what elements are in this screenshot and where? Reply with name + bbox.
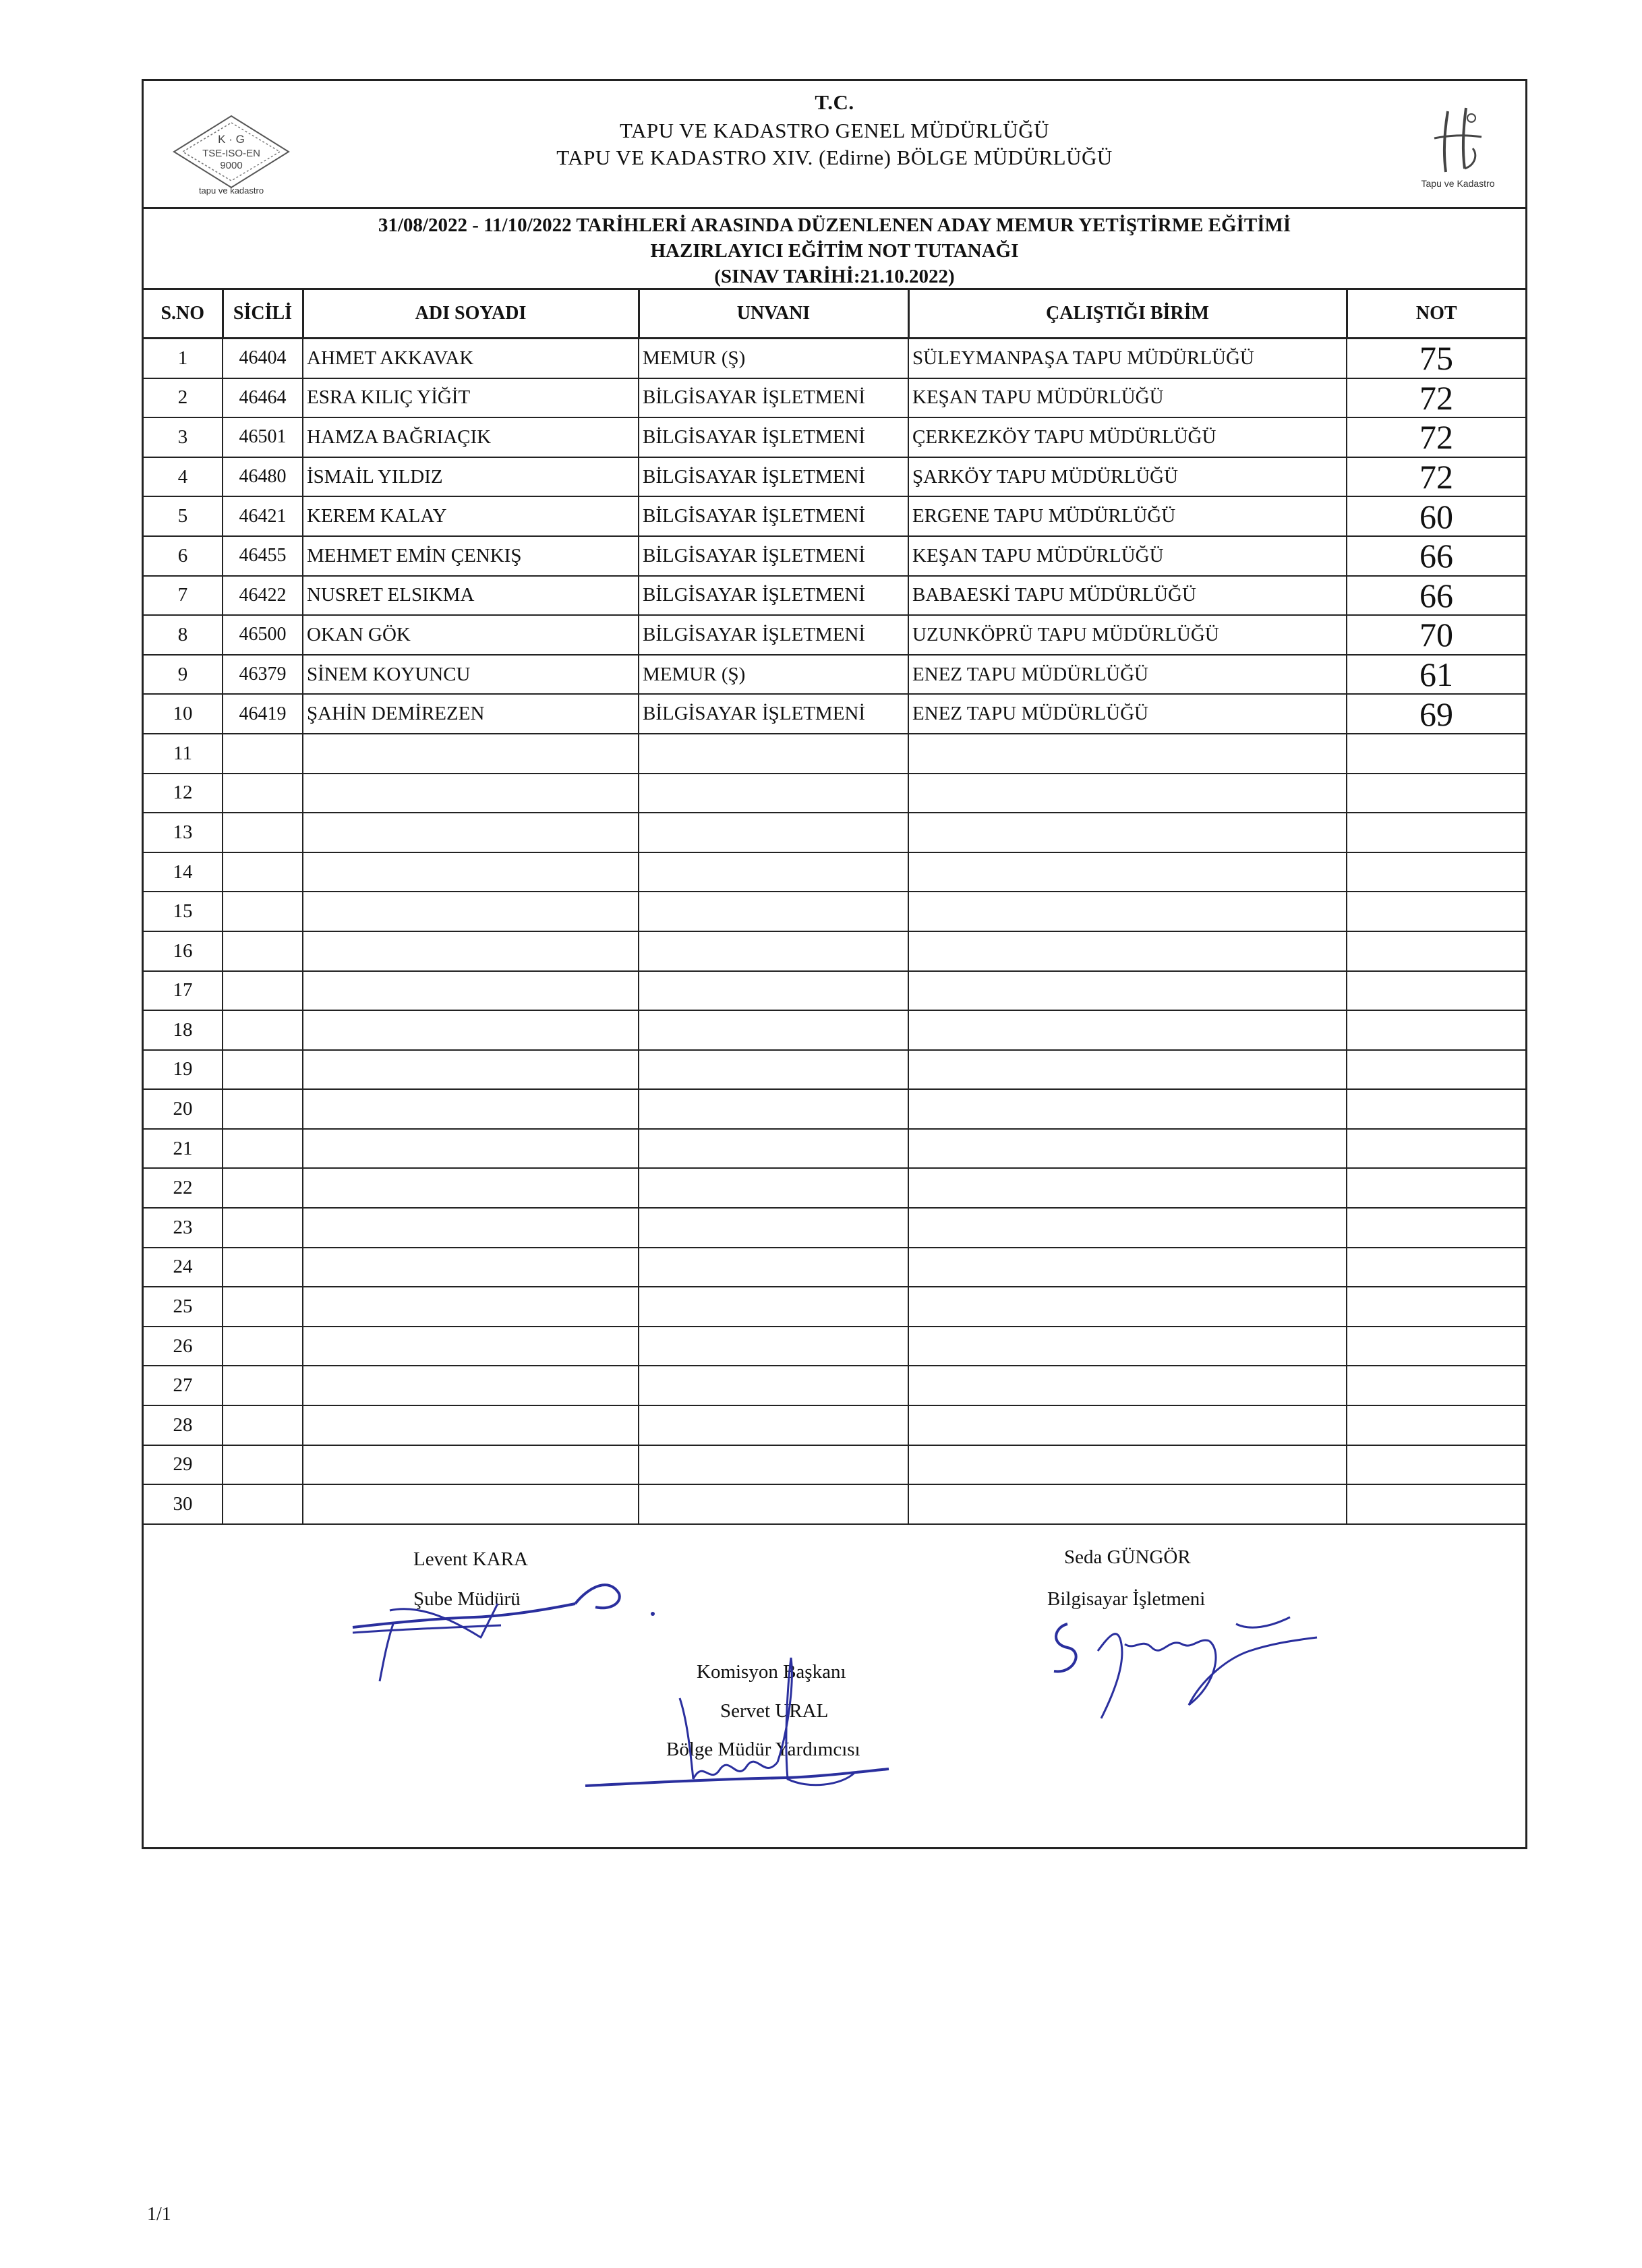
cell-sno: 12 [144,774,223,813]
cell-sicil: 46422 [223,576,303,616]
cell-title [639,813,908,852]
cell-name: ŞAHİN DEMİREZEN [303,694,639,734]
cell-grade [1347,971,1525,1011]
cell-grade [1347,1327,1525,1366]
cell-sicil [223,734,303,774]
cell-title [639,1050,908,1090]
logo-left-caption: tapu ve kadastro [198,185,264,196]
cell-title [639,734,908,774]
cell-unit [908,1010,1347,1050]
cell-name [303,1287,639,1327]
cell-sicil [223,931,303,971]
logo-left-text2: TSE-ISO-EN [202,148,260,159]
cell-unit [908,852,1347,892]
cell-sicil [223,1010,303,1050]
cell-unit [908,1366,1347,1405]
cell-unit [908,1445,1347,1485]
cell-sno: 4 [144,457,223,497]
cell-name: İSMAİL YILDIZ [303,457,639,497]
cell-sno: 2 [144,378,223,418]
cell-title: BİLGİSAYAR İŞLETMENİ [639,536,908,576]
cell-unit: KEŞAN TAPU MÜDÜRLÜĞÜ [908,536,1347,576]
cell-sno: 7 [144,576,223,616]
cell-unit [908,1168,1347,1208]
cell-title [639,1484,908,1524]
table-row [144,417,1525,457]
table-row [144,576,1525,616]
cell-name: MEHMET EMİN ÇENKIŞ [303,536,639,576]
cell-sno: 3 [144,417,223,457]
header-line-2: TAPU VE KADASTRO GENEL MÜDÜRLÜĞÜ [620,119,1049,142]
cell-sno: 28 [144,1405,223,1445]
cell-title [639,1405,908,1445]
cell-sno: 25 [144,1287,223,1327]
cell-sicil [223,1168,303,1208]
table-row [144,1248,1525,1287]
tkgm-logo [1411,98,1505,196]
cell-unit [908,971,1347,1011]
cell-unit: SÜLEYMANPAŞA TAPU MÜDÜRLÜĞÜ [908,339,1347,378]
cell-sno: 13 [144,813,223,852]
cell-unit [908,1208,1347,1248]
cell-sicil [223,1405,303,1445]
cell-sicil: 46480 [223,457,303,497]
cell-sno: 29 [144,1445,223,1485]
cell-sno: 23 [144,1208,223,1248]
header-line-1: T.C. [815,90,854,114]
table-row [144,378,1525,418]
cell-grade: 61 [1347,655,1525,695]
cell-grade [1347,813,1525,852]
cell-name: HAMZA BAĞRIAÇIK [303,417,639,457]
table-row [144,1484,1525,1524]
cell-grade [1347,1248,1525,1287]
page-number: 1/1 [147,2204,171,2225]
column-header-sno: S.NO [144,290,223,339]
table-row [144,813,1525,852]
cell-sno: 21 [144,1129,223,1169]
cell-sno: 26 [144,1327,223,1366]
cell-name [303,1010,639,1050]
table-row [144,1366,1525,1405]
cell-grade [1347,1050,1525,1090]
cell-name [303,1327,639,1366]
cell-name [303,1405,639,1445]
column-header-name: ADI SOYADI [303,290,639,339]
cell-title [639,1248,908,1287]
table-row [144,1287,1525,1327]
cell-title: BİLGİSAYAR İŞLETMENİ [639,378,908,418]
document-title [144,209,1525,290]
cell-name [303,1089,639,1129]
cell-unit [908,1405,1347,1445]
signature-area [144,1536,1525,1847]
cell-title [639,1366,908,1405]
cell-title [639,1010,908,1050]
cell-title [639,971,908,1011]
table-row [144,774,1525,813]
cell-unit [908,931,1347,971]
cell-sicil [223,1089,303,1129]
cell-unit: ENEZ TAPU MÜDÜRLÜĞÜ [908,694,1347,734]
cell-grade [1347,1168,1525,1208]
grades-table [144,290,1525,1525]
cell-title [639,1168,908,1208]
cell-sno: 16 [144,931,223,971]
cell-grade: 69 [1347,694,1525,734]
cell-sno: 22 [144,1168,223,1208]
table-row [144,931,1525,971]
cell-sno: 27 [144,1366,223,1405]
table-row [144,1050,1525,1090]
cell-sicil: 46419 [223,694,303,734]
cell-sno: 30 [144,1484,223,1524]
cell-grade [1347,1405,1525,1445]
table-row [144,1445,1525,1485]
cell-sno: 5 [144,496,223,536]
table-row [144,734,1525,774]
cell-sicil: 46379 [223,655,303,695]
title-line-1: 31/08/2022 - 11/10/2022 TARİHLERİ ARASINDA DÜZENLENEN ADAY MEMUR YETİŞTİRME EĞİTİMİ [378,214,1291,236]
cell-sicil [223,1287,303,1327]
cell-name [303,1366,639,1405]
table-row [144,655,1525,695]
cell-title: MEMUR (Ş) [639,339,908,378]
cell-unit: ŞARKÖY TAPU MÜDÜRLÜĞÜ [908,457,1347,497]
cell-sno: 17 [144,971,223,1011]
table-row [144,971,1525,1011]
table-row [144,457,1525,497]
cell-title [639,931,908,971]
cell-grade [1347,774,1525,813]
cell-title [639,1129,908,1169]
cell-unit [908,813,1347,852]
cell-name: ESRA KILIÇ YİĞİT [303,378,639,418]
cell-name [303,1168,639,1208]
cell-sno: 15 [144,892,223,931]
cell-sno: 11 [144,734,223,774]
cell-title: MEMUR (Ş) [639,655,908,695]
cell-sno: 18 [144,1010,223,1050]
cell-sicil [223,1484,303,1524]
cell-unit [908,1129,1347,1169]
cell-unit [908,1089,1347,1129]
cell-unit [908,892,1347,931]
cell-sicil: 46404 [223,339,303,378]
logo-left-text3: 9000 [220,160,243,171]
cell-name [303,892,639,931]
logo-left-text1: K · G [218,133,245,146]
cell-sno: 10 [144,694,223,734]
cell-title [639,1327,908,1366]
cell-sicil [223,1208,303,1248]
column-header-unit: ÇALIŞTIĞI BİRİM [908,290,1347,339]
cell-sno: 1 [144,339,223,378]
cell-title: BİLGİSAYAR İŞLETMENİ [639,457,908,497]
right-signature-scribble [1047,1610,1330,1732]
title-line-2: HAZIRLAYICI EĞİTİM NOT TUTANAĞI [650,240,1019,262]
cell-name [303,1208,639,1248]
cell-name [303,1129,639,1169]
cell-name [303,774,639,813]
cell-grade: 66 [1347,536,1525,576]
cell-sicil [223,1129,303,1169]
cell-title: BİLGİSAYAR İŞLETMENİ [639,694,908,734]
column-header-grade: NOT [1347,290,1525,339]
cell-grade: 72 [1347,378,1525,418]
cell-grade [1347,1445,1525,1485]
cell-grade: 72 [1347,417,1525,457]
cell-name [303,734,639,774]
cell-title: BİLGİSAYAR İŞLETMENİ [639,615,908,655]
left-signer-role: Şube Müdürü [413,1588,521,1610]
cell-sno: 9 [144,655,223,695]
column-header-title: UNVANI [639,290,908,339]
table-row [144,496,1525,536]
cell-sicil [223,1050,303,1090]
cell-sno: 14 [144,852,223,892]
cell-name [303,1248,639,1287]
table-row [144,1327,1525,1366]
cell-title [639,1445,908,1485]
cell-sicil [223,892,303,931]
cell-grade [1347,1010,1525,1050]
cell-unit [908,734,1347,774]
cell-sicil [223,813,303,852]
cell-unit: ENEZ TAPU MÜDÜRLÜĞÜ [908,655,1347,695]
cell-sno: 24 [144,1248,223,1287]
cell-name [303,813,639,852]
document-sheet [142,79,1527,1849]
table-row [144,1168,1525,1208]
cell-sno: 6 [144,536,223,576]
table-row [144,892,1525,931]
table-body [144,339,1525,1524]
cell-grade [1347,1208,1525,1248]
cell-title [639,774,908,813]
center-signer-name: Servet URAL [720,1700,829,1722]
cell-name [303,1050,639,1090]
cell-sicil [223,774,303,813]
cell-unit: KEŞAN TAPU MÜDÜRLÜĞÜ [908,378,1347,418]
cell-sicil: 46500 [223,615,303,655]
cell-unit [908,1248,1347,1287]
table-row [144,1010,1525,1050]
table-row [144,615,1525,655]
cell-sicil: 46421 [223,496,303,536]
right-signer-name: Seda GÜNGÖR [1064,1546,1191,1568]
cell-name: AHMET AKKAVAK [303,339,639,378]
cell-title [639,852,908,892]
cell-title: BİLGİSAYAR İŞLETMENİ [639,417,908,457]
cell-grade: 66 [1347,576,1525,616]
cell-unit: ERGENE TAPU MÜDÜRLÜĞÜ [908,496,1347,536]
cell-name [303,1484,639,1524]
cell-sicil [223,1366,303,1405]
table-row [144,536,1525,576]
cell-title [639,892,908,931]
center-signer-role1: Komisyon Başkanı [697,1661,846,1683]
cell-grade [1347,892,1525,931]
left-signer-name: Levent KARA [413,1548,528,1570]
cell-grade: 75 [1347,339,1525,378]
cell-grade: 72 [1347,457,1525,497]
table-header-row [144,290,1525,339]
cell-unit [908,1050,1347,1090]
cell-grade [1347,734,1525,774]
cell-unit [908,1484,1347,1524]
cell-sno: 20 [144,1089,223,1129]
cell-unit: ÇERKEZKÖY TAPU MÜDÜRLÜĞÜ [908,417,1347,457]
cell-unit [908,1327,1347,1366]
cell-sno: 19 [144,1050,223,1090]
cell-grade [1347,931,1525,971]
document-header [144,81,1525,209]
cell-title [639,1287,908,1327]
cell-grade [1347,1287,1525,1327]
cell-sicil [223,1248,303,1287]
logo-right-caption: Tapu ve Kadastro [1421,178,1495,189]
cell-sicil [223,852,303,892]
table-row [144,1405,1525,1445]
cell-title: BİLGİSAYAR İŞLETMENİ [639,496,908,536]
cell-grade: 60 [1347,496,1525,536]
cell-title: BİLGİSAYAR İŞLETMENİ [639,576,908,616]
cell-grade [1347,852,1525,892]
cell-unit: UZUNKÖPRÜ TAPU MÜDÜRLÜĞÜ [908,615,1347,655]
center-signer-role2: Bölge Müdür Yardımcısı [666,1739,860,1760]
cell-sicil [223,971,303,1011]
table-row [144,1129,1525,1169]
cell-name [303,852,639,892]
right-signer-role: Bilgisayar İşletmeni [1047,1588,1206,1610]
cell-sicil: 46455 [223,536,303,576]
table-row [144,694,1525,734]
center-signature-scribble [585,1644,896,1813]
cell-title [639,1208,908,1248]
cell-grade [1347,1366,1525,1405]
column-header-sicil: SİCİLİ [223,290,303,339]
cell-unit [908,1287,1347,1327]
header-line-3: TAPU VE KADASTRO XIV. (Edirne) BÖLGE MÜDÜRLÜĞÜ [556,146,1113,169]
cell-name [303,1445,639,1485]
table-row [144,339,1525,378]
cell-grade: 70 [1347,615,1525,655]
title-line-3: (SINAV TARİHİ:21.10.2022) [714,266,955,287]
cell-sicil [223,1445,303,1485]
cell-name: KEREM KALAY [303,496,639,536]
table-row [144,1208,1525,1248]
cell-grade [1347,1129,1525,1169]
cell-unit [908,774,1347,813]
cell-sno: 8 [144,615,223,655]
cell-grade [1347,1089,1525,1129]
cell-name: OKAN GÖK [303,615,639,655]
cell-title [639,1089,908,1129]
cell-name [303,931,639,971]
cell-sicil: 46464 [223,378,303,418]
cell-name [303,971,639,1011]
cell-sicil: 46501 [223,417,303,457]
cell-grade [1347,1484,1525,1524]
cell-name: SİNEM KOYUNCU [303,655,639,695]
table-row [144,1089,1525,1129]
cell-unit: BABAESKİ TAPU MÜDÜRLÜĞÜ [908,576,1347,616]
cell-name: NUSRET ELSIKMA [303,576,639,616]
table-row [144,852,1525,892]
cell-sicil [223,1327,303,1366]
